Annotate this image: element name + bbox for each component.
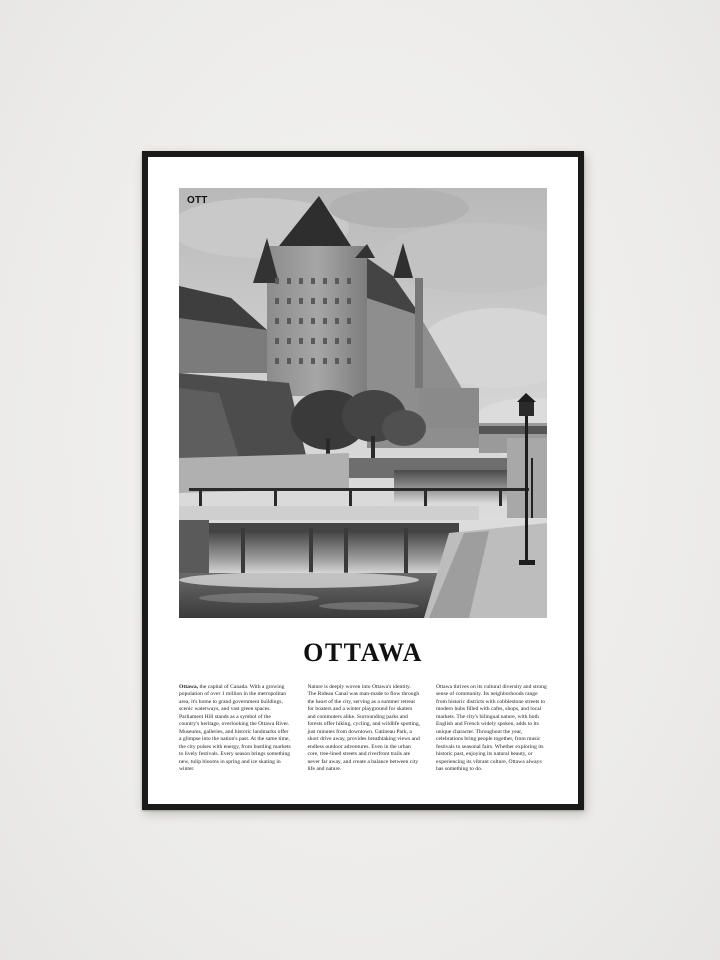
chateau-laurier-photo: [179, 188, 547, 618]
column-text: the capital of Canada. With a growing population of over 1 million in the metropolitan area, it's home to grand government buildings, scenic waterways, and vast green spaces. Parliament Hill stands as a symbol of the country's heritage, overlooking the Ottawa River. Museums, galleries, and historic landmarks offer a glimpse into the nation's past. At the same time, the city pulses with energy, from bustling markets to lively festivals. Every season brings something new, tulip blooms in spring and ice skating in winter.: [179, 684, 291, 772]
column-text: Nature is deeply woven into Ottawa's identity. The Rideau Canal was man-made to flow through the heart of the city, serving as a summer retreat for boaters and a winter playground for skaters and commuters alike. Surrounding parks and forests offer hiking, cycling, and wildlife spotting, just minutes from downtown. Gatineau Park, a short drive away, provides breathtaking views and endless outdoor adventures. Even in the urban core, tree-lined streets and riverfront trails are never far away, and create a balance between city life and nature.: [307, 684, 421, 772]
poster-frame: [142, 151, 584, 810]
description-column-1: [179, 684, 292, 773]
poster-photo: [179, 188, 547, 618]
poster-title: OTTAWA: [303, 638, 423, 667]
description-column-2: [308, 684, 421, 773]
city-code-label: OTT: [187, 195, 208, 206]
column-lead: Ottawa,: [179, 684, 199, 690]
description-columns: [179, 684, 549, 773]
column-text: Ottawa thrives on its cultural diversity and strong sense of community. Its neighborhoods range from historic districts with cobblestone streets to modern hubs filled with cafes, shops, and local markets. The city's bilingual nature, with both English and French widely spoken, adds to its unique character. Throughout the year, celebrations bring people together, from music festivals to seasonal fairs. Whether exploring its historic past, enjoying its natural beauty, or experiencing its vibrant culture, Ottawa always has something to do.: [436, 684, 547, 772]
description-column-3: [436, 684, 549, 773]
poster-paper: [148, 157, 578, 804]
